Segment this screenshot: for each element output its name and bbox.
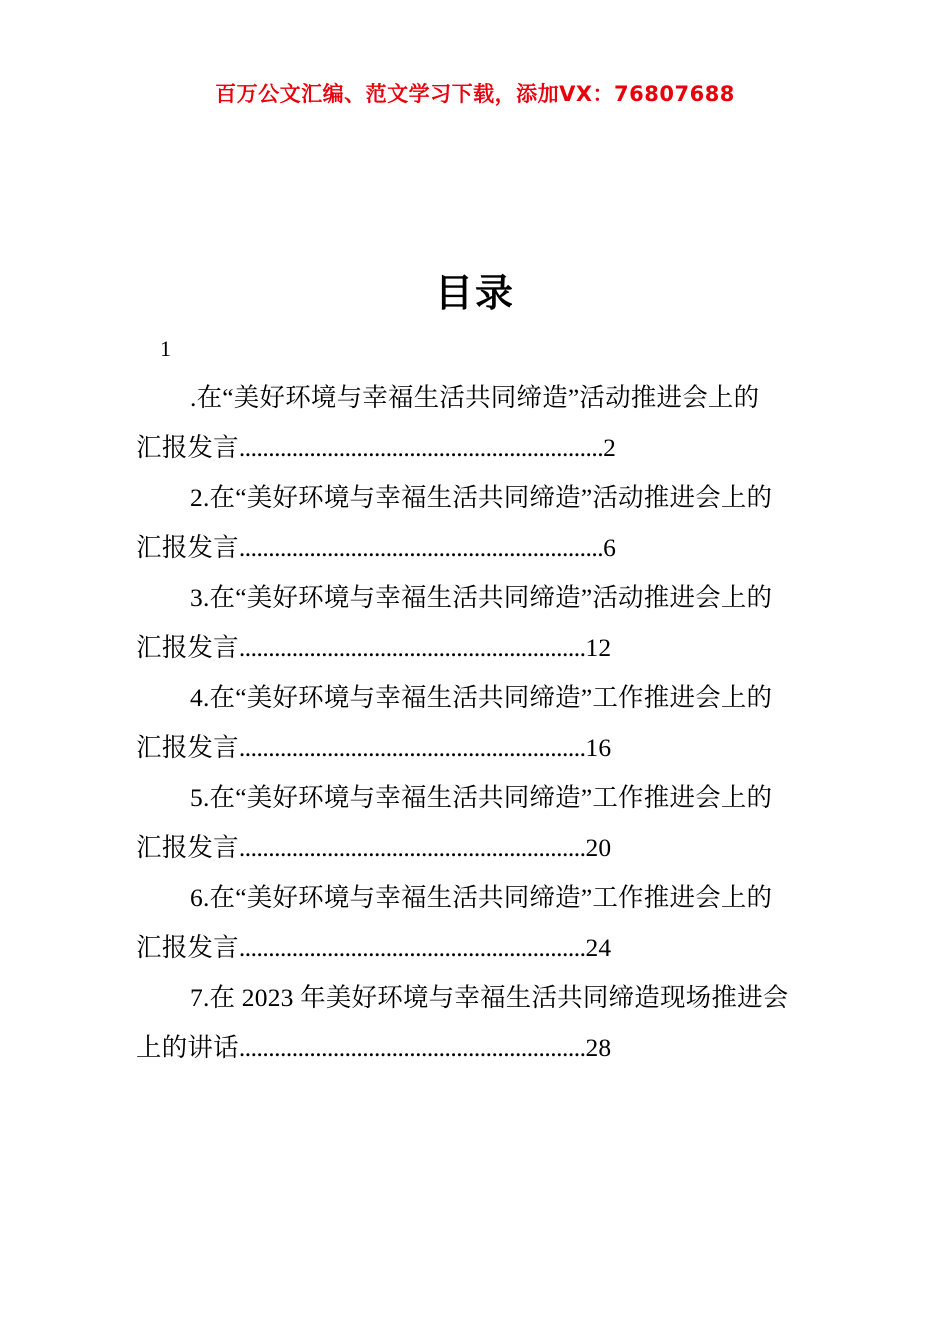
toc-entry-title-line2: 汇报发言 bbox=[136, 633, 239, 662]
toc-entry-title-line1: 3.在“美好环境与幸福生活共同缔造”活动推进会上的 bbox=[190, 583, 773, 612]
toc-entry-title-line1: 4.在“美好环境与幸福生活共同缔造”工作推进会上的 bbox=[190, 683, 773, 712]
page-title: 目录 bbox=[434, 271, 515, 315]
toc-leader-dots: ........................................................... bbox=[238, 633, 586, 662]
toc-entry-number: 1 bbox=[160, 336, 172, 361]
toc-leader-dots: ........................................................... bbox=[238, 833, 586, 862]
toc-leader-dots: .............................................................. bbox=[238, 533, 604, 562]
toc-page-number: 2 bbox=[603, 433, 617, 462]
toc-page-number: 24 bbox=[585, 933, 612, 962]
toc-entry-title-line2: 汇报发言 bbox=[136, 433, 239, 462]
toc-entry-title-line1: 5.在“美好环境与幸福生活共同缔造”工作推进会上的 bbox=[190, 783, 773, 812]
toc-entry-title-line2: 汇报发言 bbox=[136, 933, 239, 962]
toc-entry-title-line2: 汇报发言 bbox=[136, 533, 239, 562]
toc-entry[interactable] bbox=[136, 673, 816, 773]
toc-page-number: 12 bbox=[585, 633, 612, 662]
table-of-contents bbox=[136, 325, 816, 1073]
toc-entry[interactable] bbox=[136, 973, 816, 1073]
toc-entry-title-line1: 2.在“美好环境与幸福生活共同缔造”活动推进会上的 bbox=[190, 483, 773, 512]
toc-entry[interactable] bbox=[136, 473, 816, 573]
toc-entry[interactable] bbox=[136, 873, 816, 973]
toc-page-number: 20 bbox=[585, 833, 612, 862]
toc-entry-title-line2: 上的讲话 bbox=[136, 1033, 239, 1062]
toc-page-number: 28 bbox=[585, 1033, 612, 1062]
toc-entry-title-line2: 汇报发言 bbox=[136, 833, 239, 862]
toc-entry[interactable] bbox=[136, 573, 816, 673]
toc-entry[interactable] bbox=[136, 325, 816, 473]
toc-entry-title-line2: 汇报发言 bbox=[136, 733, 239, 762]
toc-page-number: 16 bbox=[585, 733, 612, 762]
toc-leader-dots: ........................................................... bbox=[238, 1033, 586, 1062]
toc-leader-dots: ........................................................... bbox=[238, 733, 586, 762]
toc-entry-title-line1: .在“美好环境与幸福生活共同缔造”活动推进会上的 bbox=[190, 383, 760, 412]
toc-entry-title-line1: 6.在“美好环境与幸福生活共同缔造”工作推进会上的 bbox=[190, 883, 773, 912]
toc-leader-dots: .............................................................. bbox=[238, 433, 604, 462]
toc-page-number: 6 bbox=[603, 533, 617, 562]
toc-entry[interactable] bbox=[136, 773, 816, 873]
toc-leader-dots: ........................................................... bbox=[238, 933, 586, 962]
watermark-text: 百万公文汇编、范文学习下载，添加VX：76807688 bbox=[215, 82, 735, 106]
toc-entry-title-line1: 7.在 2023 年美好环境与幸福生活共同缔造现场推进会 bbox=[190, 983, 789, 1012]
